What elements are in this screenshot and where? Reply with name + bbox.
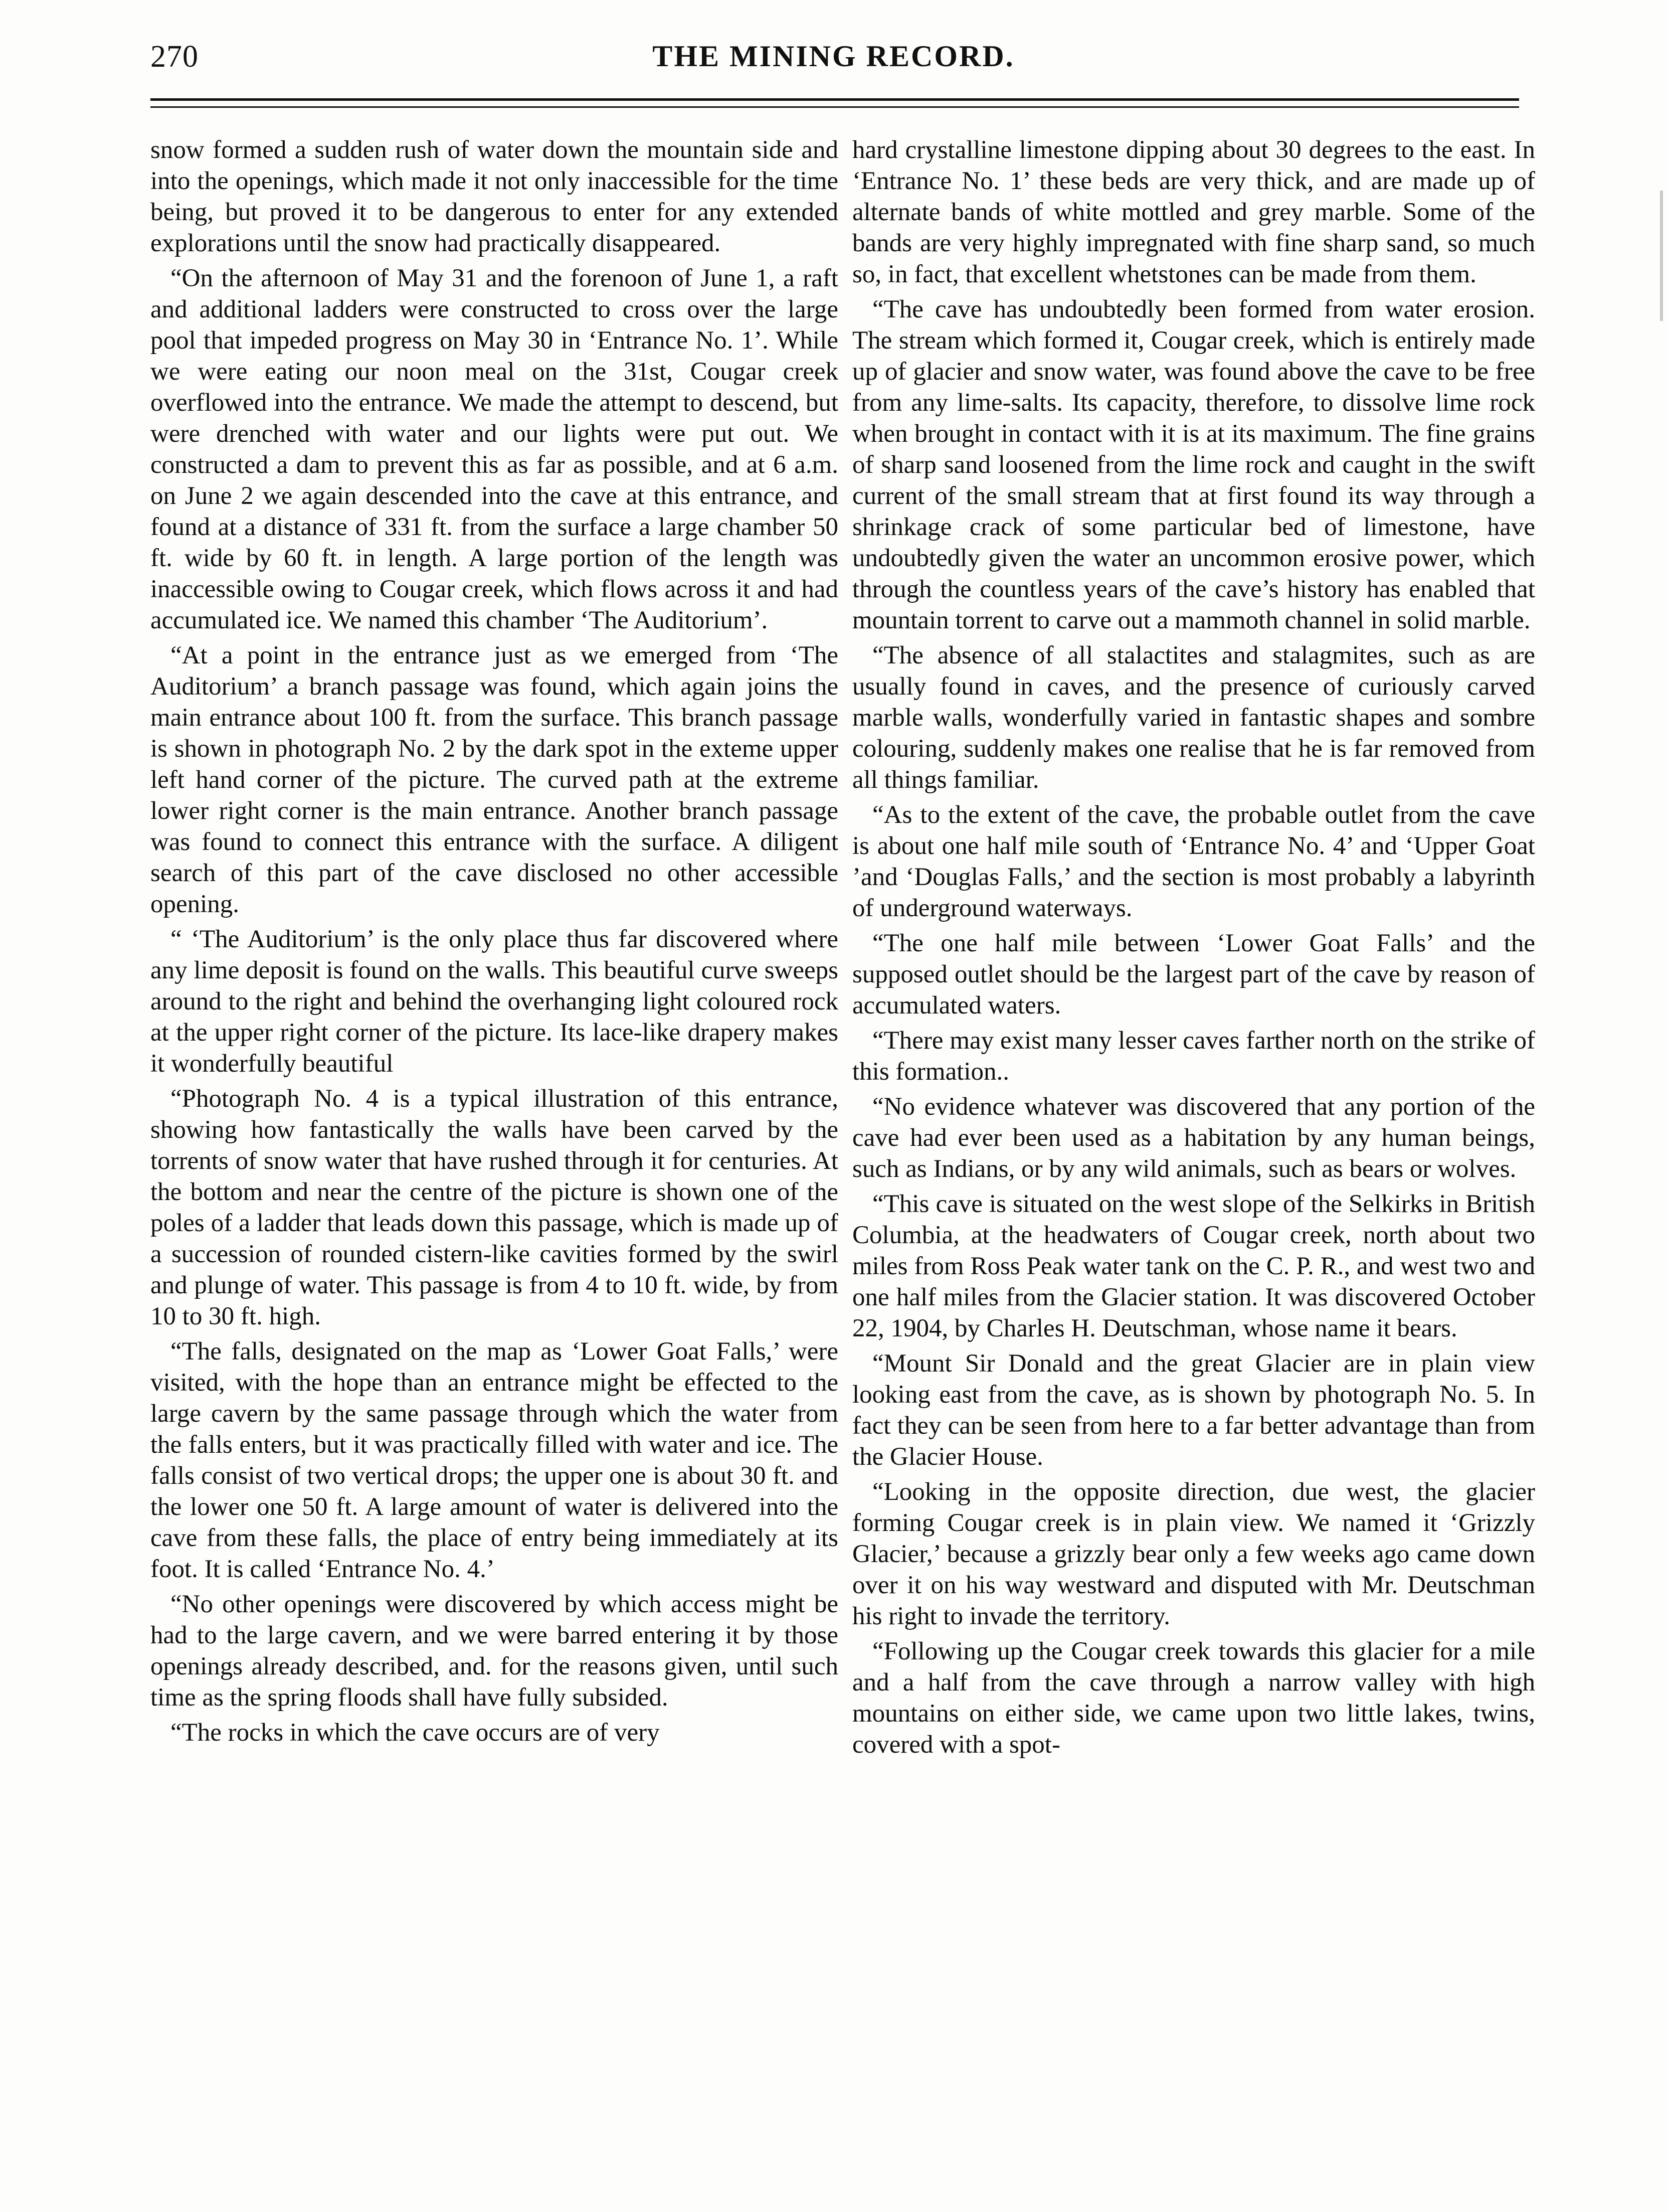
header-rule-thin [150,106,1519,108]
right-column [852,134,1535,2075]
paragraph: “No other openings were discovered by which access might be had to the large cavern, and we were barred entering it by those openings already described, and. for the reasons given, until such time as the spring floods shall have fully subsided. [150,1590,838,1712]
paragraph: “On the afternoon of May 31 and the forenoon of June 1, a raft and additional ladders were constructed to cross over the large pool that impeded progress on May 30 in ‘Entrance No. 1’. While we were eating our noon meal on the 31st, Cougar creek overflowed into the entrance. We made the attempt to descend, but were drenched with water and our lights were put out. We constructed a dam to prevent this as far as possible, and at 6 a.m. on June 2 we again descended into the cave at this entrance, and found at a distance of 331 ft. from the surface a large chamber 50 ft. wide by 60 ft. in length. A large portion of the length was inaccessible owing to Cougar creek, which flows across it and had accumulated ice. We named this chamber ‘The Auditorium’. [150,264,838,634]
paragraph: hard crystalline limestone dipping about 30 degrees to the east. In ‘Entrance No. 1’ these beds are very thick, and are made up of alternate bands of white mottled and grey marble. Some of the bands are very highly impregnated with fine sharp sand, so much so, in fact, that excellent whetstones can be made from them. [852,136,1535,288]
paragraph: “ ‘The Auditorium’ is the only place thus far discovered where any lime deposit is found on the walls. This beautiful curve sweeps around to the right and behind the overhanging light coloured rock at the upper right corner of the picture. Its lace-like drapery makes it wonderfully beautiful [150,925,838,1078]
paragraph: “No evidence whatever was discovered that any portion of the cave had ever been used as a habitation by any human beings, such as Indians, or by any wild animals, such as bears or wolves. [852,1093,1535,1183]
paragraph: “There may exist many lesser caves farther north on the strike of this formation.. [852,1027,1535,1086]
paragraph: “The rocks in which the cave occurs are of very [170,1719,660,1747]
paragraph: “The absence of all stalactites and stalagmites, such as are usually found in caves, and the presence of curiously carved marble walls, wonderfully varied in fantastic shapes and sombre colouring, suddenly makes one realise that he is far removed from all things familiar. [852,641,1535,794]
paragraph: “Following up the Cougar creek towards this glacier for a mile and a half from the cave through a narrow valley with high mountains on either side, we came upon two little lakes, twins, covered with a spot- [852,1637,1535,1759]
paragraph: “The cave has undoubtedly been formed from water erosion. The stream which formed it, Cougar creek, which is entirely made up of glacier and snow water, was found above the cave to be free from any lime-salts. Its capacity, therefore, to dissolve lime rock when brought in contact with it is at its maximum. The fine grains of sharp sand loosened from the lime rock and caught in the swift current of the small stream that at first found its way through a shrinkage crack of some particular bed of limestone, have undoubtedly given the water an uncommon erosive power, which through the countless years of the cave’s history has enabled that mountain torrent to carve out a mammoth channel in solid marble. [852,295,1535,634]
paragraph: “The falls, designated on the map as ‘Lower Goat Falls,’ were visited, with the hope than an entrance might be effected to the large cavern by the same passage through which the water from the falls enters, but it was practically filled with water and ice. The falls consist of two vertical drops; the upper one is about 30 ft. and the lower one 50 ft. A large amount of water is delivered into the cave from these falls, the place of entry being immediately at its foot. It is called ‘Entrance No. 4.’ [150,1337,838,1583]
left-column [150,134,838,2075]
running-head: THE MINING RECORD. [652,40,1015,73]
paragraph: snow formed a sudden rush of water down the mountain side and into the openings, which made it not only inaccessible for the time being, but proved it to be dangerous to enter for any extended explorations until the snow had practically disappeared. [150,136,838,257]
binding-edge-mark [1660,191,1663,321]
paragraph: “This cave is situated on the west slope of the Selkirks in British Columbia, at the headwaters of Cougar creek, north about two miles from Ross Peak water tank on the C. P. R., and west two and one half miles from the Glacier station. It was discovered October 22, 1904, by Charles H. Deutschman, whose name it bears. [852,1190,1535,1342]
paragraph: “As to the extent of the cave, the probable outlet from the cave is about one half mile south of ‘Entrance No. 4’ and ‘Upper Goat ’and ‘Douglas Falls,’ and the section is most probably a labyrinth of underground waterways. [852,801,1535,922]
paragraph: “Photograph No. 4 is a typical illustration of this entrance, showing how fantastically the walls have been carved by the torrents of snow water that have rushed through it for centuries. At the bottom and near the centre of the picture is shown one of the poles of a ladder that leads down this passage, which is made up of a succession of rounded cistern-like cavities formed by the swirl and plunge of water. This passage is from 4 to 10 ft. wide, by from 10 to 30 ft. high. [150,1085,838,1330]
paragraph: “The one half mile between ‘Lower Goat Falls’ and the supposed outlet should be the largest part of the cave by reason of accumulated waters. [852,929,1535,1019]
header-rule-thick [150,98,1519,101]
page-number: 270 [150,40,199,74]
paragraph: “Looking in the opposite direction, due west, the glacier forming Cougar creek is in plain view. We named it ‘Grizzly Glacier,’ because a grizzly bear only a few weeks ago came down over it on his way westward and disputed with Mr. Deutschman his right to invade the territory. [852,1478,1535,1630]
paragraph: “Mount Sir Donald and the great Glacier are in plain view looking east from the cave, as is shown by photograph No. 5. In fact they can be seen from here to a far better advantage than from the Glacier House. [852,1349,1535,1471]
paragraph: “At a point in the entrance just as we emerged from ‘The Auditorium’ a branch passage was found, which again joins the main entrance about 100 ft. from the surface. This branch passage is shown in photograph No. 2 by the dark spot in the exteme upper left hand corner of the picture. The curved path at the extreme lower right corner is the main entrance. Another branch passage was found to connect this entrance with the surface. A diligent search of this part of the cave disclosed no other accessible opening. [150,641,838,918]
